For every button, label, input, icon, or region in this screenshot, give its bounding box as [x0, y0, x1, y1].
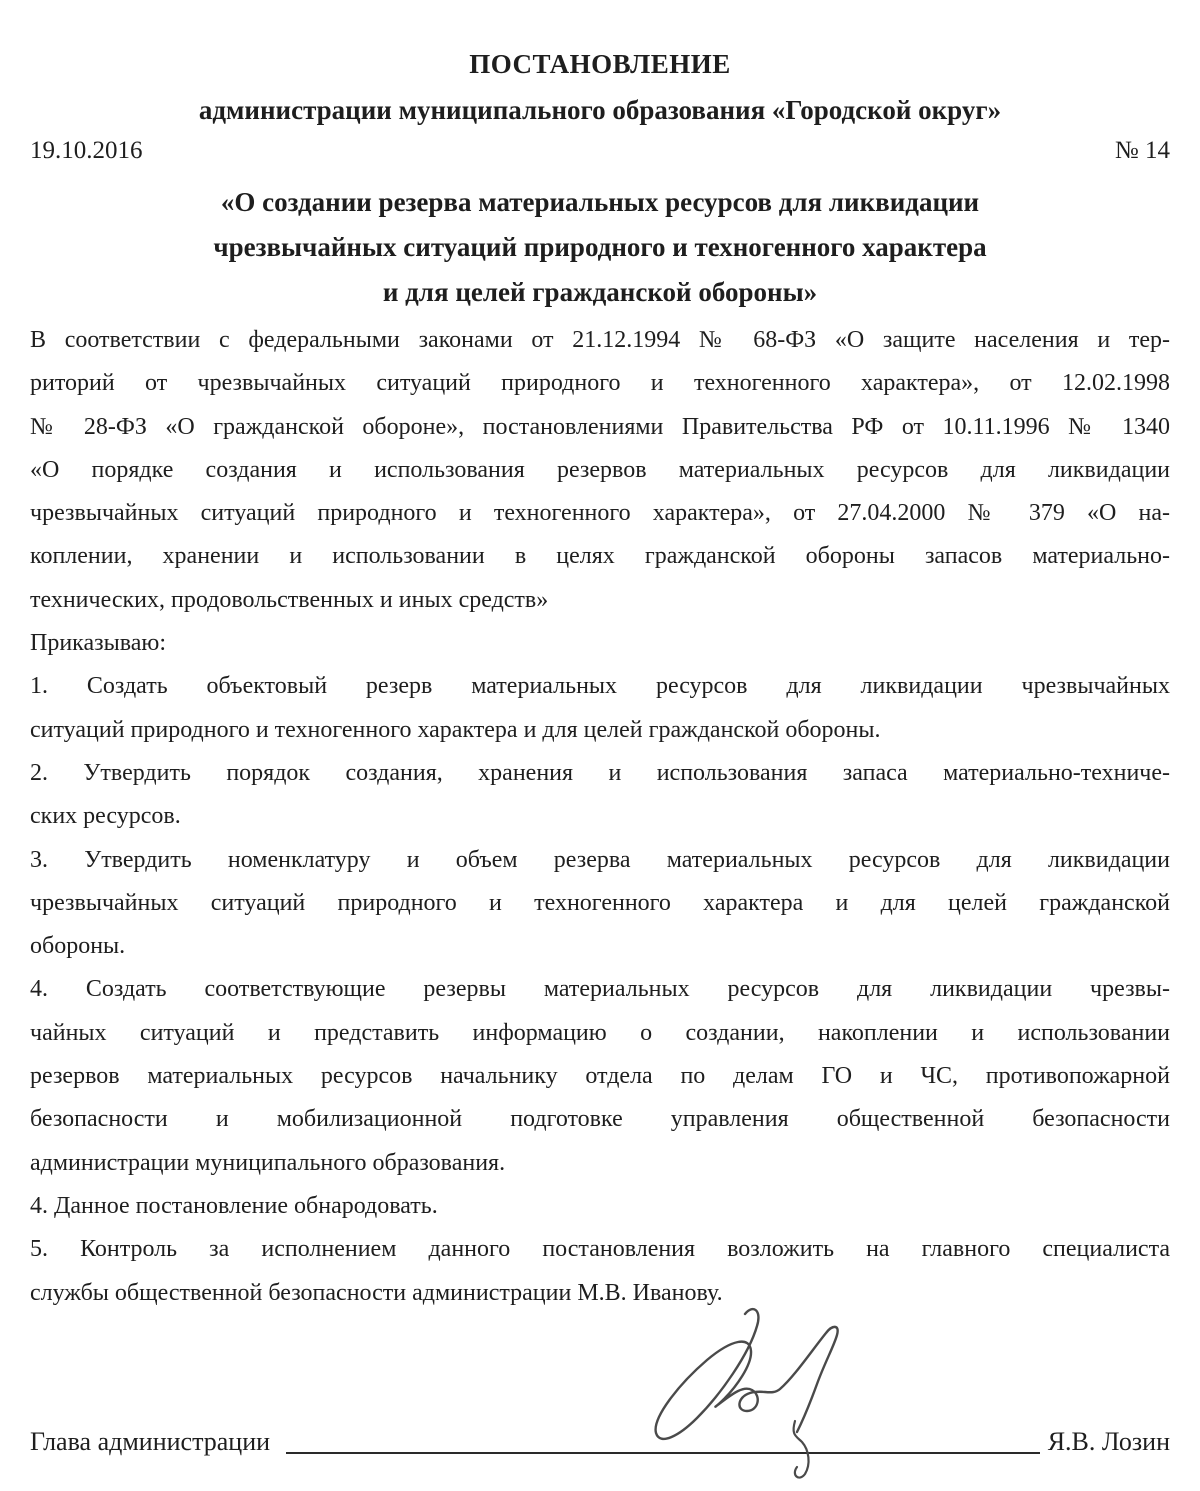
order-item-line: 3. Утвердить номенклатуру и объем резерва материальных ресурсов для ликвидации — [30, 846, 1170, 873]
order-item-line: 1. Создать объектовый резерв материальных ресурсов для ликвидации чрезвычайных — [30, 673, 1170, 700]
preamble-line: риторий от чрезвычайных ситуаций природного и техногенного характера», от 12.02.1998 — [30, 370, 1170, 397]
order-item-2 — [30, 752, 1170, 839]
order-item-line: службы общественной безопасности администрации М.В. Иванову. — [30, 1279, 723, 1306]
order-item-line: 5. Контроль за исполнением данного постановления возложить на главного специалиста — [30, 1236, 1170, 1263]
preamble-paragraph — [30, 319, 1170, 622]
order-item-line: чайных ситуаций и представить информацию о создании, накоплении и использовании — [30, 1019, 1170, 1046]
signature-position-label: Глава администрации — [30, 1427, 271, 1456]
order-item-line: 4. Данное постановление обнародовать. — [30, 1192, 438, 1219]
order-item-4b — [30, 1185, 1170, 1228]
signature-line — [286, 1424, 1040, 1454]
signature-row — [30, 1424, 1170, 1459]
order-item-line: 4. Создать соответствующие резервы материальных ресурсов для ликвидации чрезвы- — [30, 976, 1170, 1003]
order-item-line: администрации муниципального образования. — [30, 1149, 506, 1176]
preamble-line: технических, продовольственных и иных средств» — [30, 586, 549, 613]
document-body — [30, 319, 1170, 1315]
subject-title-line: чрезвычайных ситуаций природного и техногенного характера — [213, 232, 987, 262]
order-item-line: резервов материальных ресурсов начальнику отдела по делам ГО и ЧС, противопожарной — [30, 1063, 1170, 1090]
order-item-5 — [30, 1228, 1170, 1315]
order-item-line: 2. Утвердить порядок создания, хранения и использования запаса материально-техниче- — [30, 759, 1170, 786]
doc-number: № 14 — [1114, 137, 1170, 164]
order-item-3 — [30, 839, 1170, 969]
meta-row — [30, 134, 1170, 168]
subject-title-line: «О создании резерва материальных ресурсов для ликвидации — [220, 187, 980, 217]
preamble-line: В соответствии с федеральными законами от 21.12.1994 № 68-ФЗ «О защите населения и тер- — [30, 327, 1170, 353]
order-item-line: ских ресурсов. — [30, 803, 181, 830]
subject-title-line: и для целей гражданской обороны» — [382, 277, 818, 307]
order-item-line: обороны. — [30, 933, 126, 960]
preamble-line: № 28-ФЗ «О гражданской обороне», постановлениями Правительства РФ от 10.11.1996 № 1340 — [30, 413, 1170, 440]
order-item-line: ситуаций природного и техногенного характера и для целей гражданской обороны. — [30, 716, 881, 743]
order-item-1 — [30, 665, 1170, 752]
preamble-line: чрезвычайных ситуаций природного и техногенного характера», от 27.04.2000 № 379 «О на- — [30, 500, 1170, 527]
order-item-line: безопасности и мобилизационной подготовке управления общественной безопасности — [30, 1106, 1170, 1133]
preamble-line: «О порядке создания и использования резервов материальных ресурсов для ликвидации — [30, 456, 1170, 483]
directive-lead — [30, 622, 1170, 665]
order-item-line: чрезвычайных ситуаций природного и техногенного характера и для целей гражданской — [30, 889, 1170, 916]
doc-type-title: ПОСТАНОВЛЕНИЕ — [469, 49, 731, 79]
order-item-4 — [30, 968, 1170, 1184]
directive-lead-line: Приказываю: — [30, 630, 166, 657]
signatory-name: Я.В. Лозин — [1047, 1427, 1170, 1456]
org-title: администрации муниципального образования «Городской округ» — [198, 95, 1002, 125]
subject-title — [30, 180, 1170, 315]
doc-date: 19.10.2016 — [30, 137, 143, 164]
preamble-line: коплении, хранении и использовании в целях гражданской обороны запасов материально- — [30, 543, 1170, 570]
